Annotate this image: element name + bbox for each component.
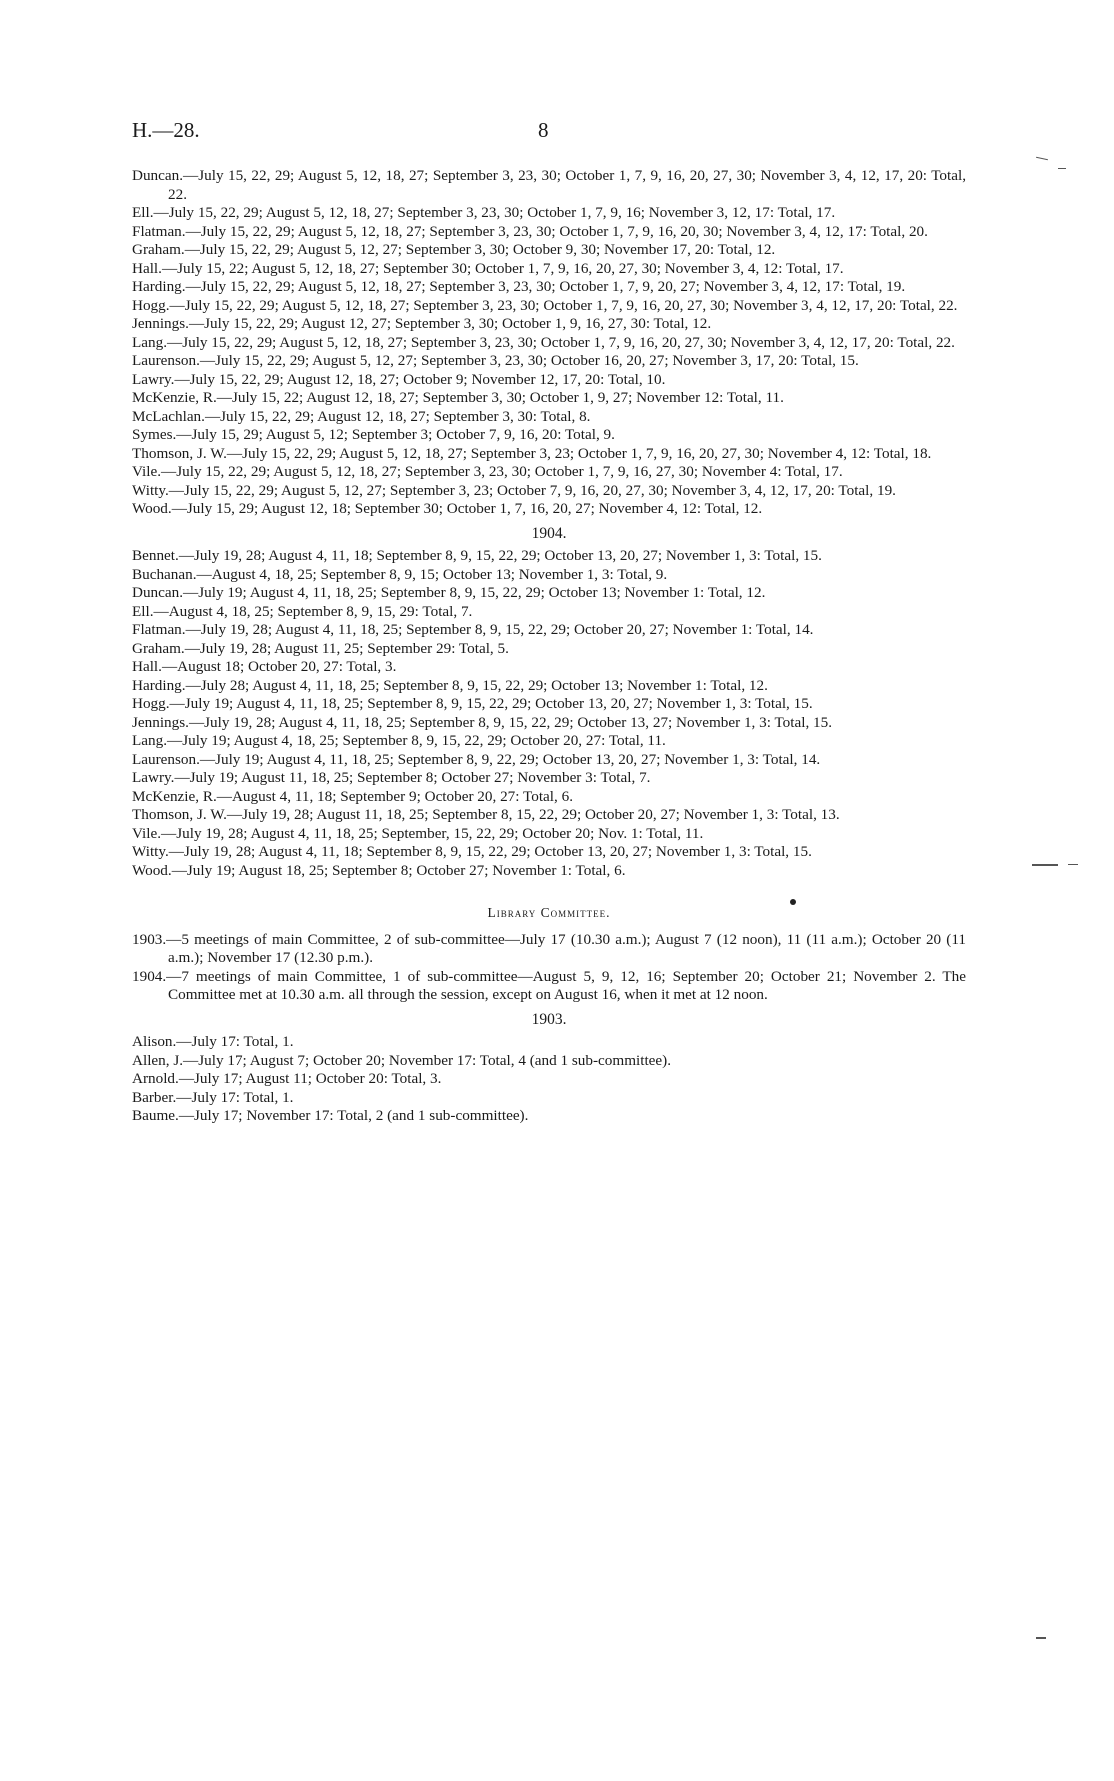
meeting-note: 1904.—7 meetings of main Committee, 1 of sub-committee—August 5, 9, 12, 16; September 20; October 21; November 2. The Committee met at 10.30 a.m. all through the session, except on August 16, when it met at 12 noon. — [132, 967, 966, 1003]
attendance-entry: Hall.—July 15, 22; August 5, 12, 18, 27; September 30; October 1, 7, 9, 16, 20, 27, 30; November 3, 4, 12: Total, 17. — [132, 259, 844, 277]
margin-mark — [1032, 864, 1058, 866]
attendance-entry: Hall.—August 18; October 20, 27: Total, 3. — [132, 658, 397, 675]
page-header — [120, 118, 1000, 148]
year-heading-1904: 1904. — [531, 524, 567, 542]
attendance-entry: McKenzie, R.—August 4, 11, 18; September 9; October 20, 27: Total, 6. — [132, 787, 573, 805]
attendance-entry: Ell.—July 15, 22, 29; August 5, 12, 18, 27; September 3, 23, 30; October 1, 7, 9, 16; November 3, 12, 17: Total, 17. — [132, 204, 836, 221]
attendance-entry: Barber.—July 17: Total, 1. — [132, 1088, 294, 1106]
attendance-entry: Vile.—July 15, 22, 29; August 5, 12, 18, 27; September 3, 23, 30; October 1, 7, 9, 16, 27, 30; November 4: Total, 17. — [132, 463, 843, 480]
attendance-entry: Lawry.—July 19; August 11, 18, 25; September 8; October 27; November 3: Total, 7. — [132, 769, 651, 786]
document-body — [132, 167, 966, 1126]
attendance-entry: Witty.—July 19, 28; August 4, 11, 18; September 8, 9, 15, 22, 29; October 13, 20, 27; November 1, 3: Total, 15. — [132, 843, 812, 860]
attendance-entry: Witty.—July 15, 22, 29; August 5, 12, 27; September 3, 23; October 7, 9, 16, 20, 27, 30; November 3, 4, 12, 17, 20: Total, 19. — [132, 481, 896, 499]
margin-mark — [1068, 864, 1078, 865]
margin-mark — [1036, 157, 1048, 160]
attendance-entry: Graham.—July 15, 22, 29; August 5, 12, 27; September 3, 30; October 9, 30; November 17, 20: Total, 12. — [132, 241, 776, 258]
attendance-entry: Flatman.—July 15, 22, 29; August 5, 12, 18, 27; September 3, 23, 30; October 1, 7, 9, 16, 20, 30; November 3, 4, 12, 17: Total, 20. — [132, 222, 928, 240]
library-committee-heading: Library Committee. — [487, 905, 611, 920]
attendance-entry: Wood.—July 19; August 18, 25; September 8; October 27; November 1: Total, 6. — [132, 861, 626, 879]
attendance-entry: Thomson, J. W.—July 19, 28; August 11, 18, 25; September 8, 15, 22, 29; October 20, 27; November 1, 3: Total, 13. — [132, 806, 840, 823]
ink-dot — [790, 899, 796, 905]
attendance-entry: Alison.—July 17: Total, 1. — [132, 1033, 294, 1050]
attendance-list-1903 — [132, 167, 966, 519]
attendance-entry: Symes.—July 15, 29; August 5, 12; September 3; October 7, 9, 16, 20: Total, 9. — [132, 426, 615, 443]
attendance-entry: Allen, J.—July 17; August 7; October 20; November 17: Total, 4 (and 1 sub-committee). — [132, 1051, 671, 1069]
attendance-entry: Hogg.—July 19; August 4, 11, 18, 25; September 8, 9, 15, 22, 29; October 13, 20, 27; November 1, 3: Total, 15. — [132, 695, 813, 712]
attendance-entry: Wood.—July 15, 29; August 12, 18; September 30; October 1, 7, 16, 20, 27; November 4, 12: Total, 12. — [132, 500, 763, 517]
document-reference: H.—28. — [132, 118, 200, 142]
margin-mark — [1036, 1637, 1046, 1639]
margin-mark — [1058, 168, 1066, 169]
attendance-entry: Laurenson.—July 15, 22, 29; August 5, 12, 27; September 3, 23, 30; October 16, 20, 27; November 3, 17, 20: Total, 15. — [132, 352, 859, 369]
attendance-entry: Bennet.—July 19, 28; August 4, 11, 18; September 8, 9, 15, 22, 29; October 13, 20, 27; November 1, 3: Total, 15. — [132, 547, 822, 564]
attendance-entry: Duncan.—July 15, 22, 29; August 5, 12, 18, 27; September 3, 23, 30; October 1, 7, 9, 16, 20, 27, 30; November 3, 4, 12, 17, 20: Total, 22. — [132, 167, 966, 203]
attendance-entry: McKenzie, R.—July 15, 22; August 12, 18, 27; September 3, 30; October 1, 9, 27; November 12: Total, 11. — [132, 389, 784, 406]
attendance-entry: Lawry.—July 15, 22, 29; August 12, 18, 27; October 9; November 12, 17, 20: Total, 10. — [132, 370, 666, 388]
attendance-entry: Jennings.—July 19, 28; August 4, 11, 18, 25; September 8, 9, 15, 22, 29; October 13, 27; November 1, 3: Total, 15. — [132, 713, 833, 731]
attendance-entry: Laurenson.—July 19; August 4, 11, 18, 25; September 8, 9, 22, 29; October 13, 20, 27; November 1, 3: Total, 14. — [132, 750, 821, 768]
attendance-entry: McLachlan.—July 15, 22, 29; August 12, 18, 27; September 3, 30: Total, 8. — [132, 407, 591, 425]
page-number: 8 — [538, 118, 549, 142]
attendance-entry: Buchanan.—August 4, 18, 25; September 8, 9, 15; October 13; November 1, 3: Total, 9. — [132, 565, 668, 583]
attendance-entry: Hogg.—July 15, 22, 29; August 5, 12, 18, 27; September 3, 23, 30; October 1, 7, 9, 16, 20, 27, 30; November 3, 4, 12, 17, 20: Total, 22. — [132, 296, 958, 314]
attendance-entry: Duncan.—July 19; August 4, 11, 18, 25; September 8, 9, 15, 22, 29; October 13; November 1: Total, 12. — [132, 584, 766, 601]
attendance-entry: Jennings.—July 15, 22, 29; August 12, 27; September 3, 30; October 1, 9, 16, 27, 30: Total, 12. — [132, 315, 712, 332]
attendance-entry: Ell.—August 4, 18, 25; September 8, 9, 15, 29: Total, 7. — [132, 602, 473, 620]
attendance-entry: Arnold.—July 17; August 11; October 20: Total, 3. — [132, 1070, 442, 1087]
attendance-list-1904 — [132, 547, 966, 880]
attendance-entry: Baume.—July 17; November 17: Total, 2 (and 1 sub-committee). — [132, 1107, 529, 1124]
library-committee-notes — [132, 931, 966, 1005]
year-heading-1903: 1903. — [531, 1010, 567, 1028]
attendance-entry: Thomson, J. W.—July 15, 22, 29; August 5, 12, 18, 27; September 3, 23; October 1, 7, 9, 16, 20, 27, 30; November 4, 12: Total, 18. — [132, 444, 932, 462]
attendance-entry: Lang.—July 19; August 4, 18, 25; September 8, 9, 15, 22, 29; October 20, 27: Total, 11. — [132, 732, 666, 749]
meeting-note: 1903.—5 meetings of main Committee, 2 of sub-committee—July 17 (10.30 a.m.); August 7 (12 noon), 11 (11 a.m.); October 20 (11 a.m.); November 17 (12.30 p.m.). — [132, 930, 966, 966]
attendance-entry: Lang.—July 15, 22, 29; August 5, 12, 18, 27; September 3, 23, 30; October 1, 7, 9, 16, 20, 27, 30; November 3, 4, 12, 17, 20: Total, 22. — [132, 333, 955, 351]
attendance-entry: Flatman.—July 19, 28; August 4, 11, 18, 25; September 8, 9, 15, 22, 29; October 20, 27; November 1: Total, 14. — [132, 621, 814, 638]
attendance-entry: Graham.—July 19, 28; August 11, 25; September 29: Total, 5. — [132, 639, 509, 657]
attendance-entry: Harding.—July 15, 22, 29; August 5, 12, 18, 27; September 3, 23, 30; October 1, 7, 9, 20, 27; November 3, 4, 12, 17: Total, 19. — [132, 278, 906, 295]
attendance-entry: Harding.—July 28; August 4, 11, 18, 25; September 8, 9, 15, 22, 29; October 13; November 1: Total, 12. — [132, 676, 768, 694]
library-attendance-1903 — [132, 1033, 966, 1126]
attendance-entry: Vile.—July 19, 28; August 4, 11, 18, 25; September, 15, 22, 29; October 20; Nov. 1: Total, 11. — [132, 824, 704, 842]
